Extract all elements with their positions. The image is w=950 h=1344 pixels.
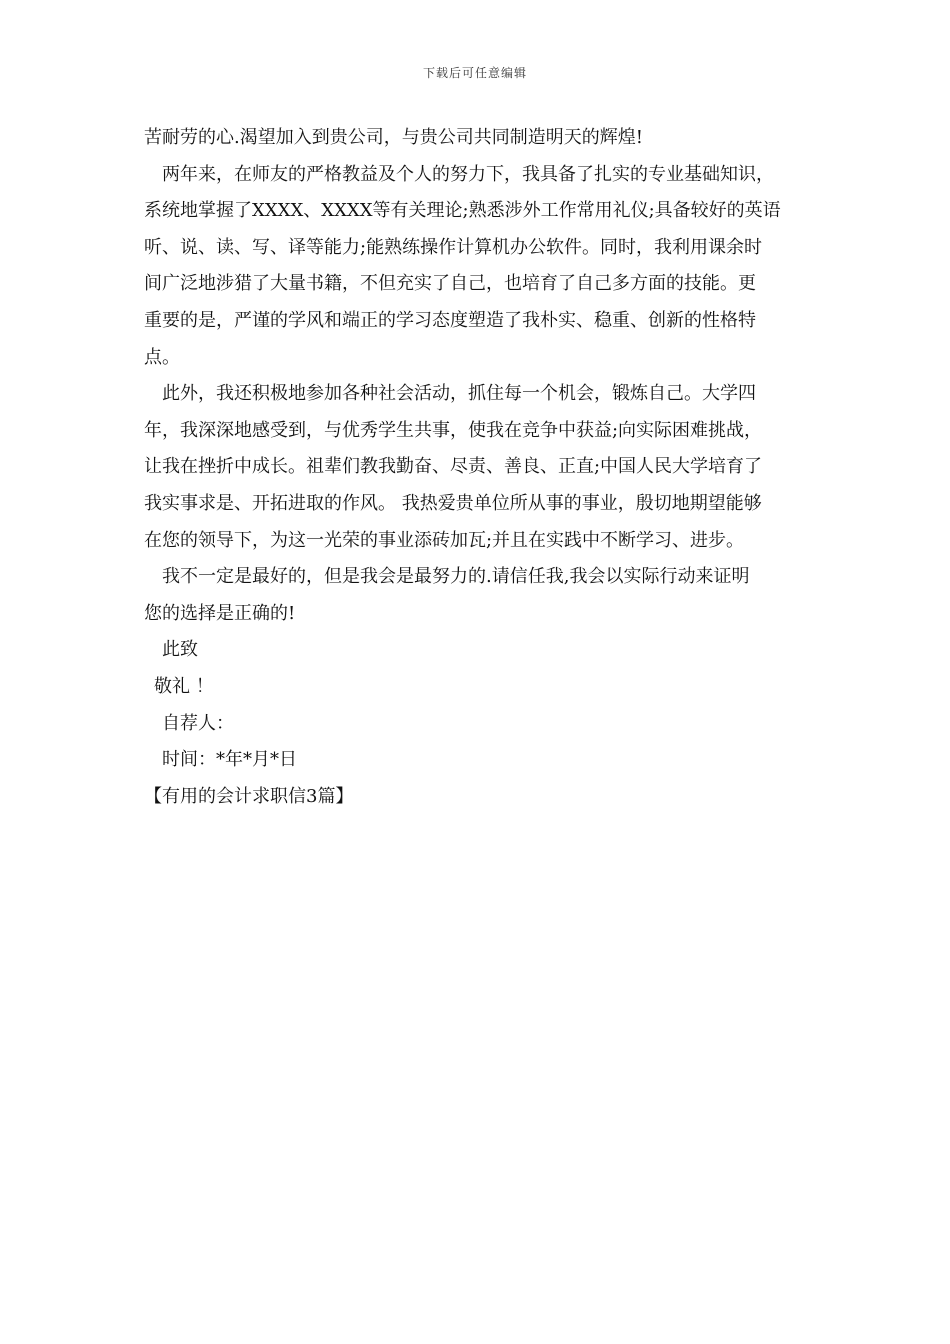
body-line: 您的选择是正确的! (144, 602, 296, 624)
body-line: 重要的是，严谨的学风和端正的学习态度塑造了我朴实、稳重、创新的性格特 (144, 309, 756, 331)
body-line: 让我在挫折中成长。祖辈们教我勤奋、尽责、善良、正直;中国人民大学培育了 (144, 456, 763, 478)
date-line: 时间：*年*月*日 (162, 749, 297, 771)
closing-regards: 敬礼 ！ (154, 675, 214, 697)
paragraph-start: 两年来，在师友的严格教益及个人的努力下，我具备了扎实的专业基础知识， (162, 163, 774, 185)
body-line: 点。 (144, 346, 180, 368)
page-header-note: 下载后可任意编辑 (422, 66, 527, 80)
signature-line: 自荐人： (162, 712, 234, 734)
document-body (144, 120, 824, 815)
paragraph-start: 我不一定是最好的，但是我会是最努力的.请信任我,我会以实际行动来证明 (162, 566, 750, 588)
body-line: 听、说、读、写、译等能力;能熟练操作计算机办公软件。同时，我利用课余时 (144, 236, 763, 258)
body-line: 在您的领导下，为这一光荣的事业添砖加瓦;并且在实践中不断学习、进步。 (144, 529, 745, 551)
closing-salutation: 此致 (162, 639, 198, 661)
related-title: 【有用的会计求职信3篇】 (144, 785, 354, 807)
body-line: 年，我深深地感受到，与优秀学生共事，使我在竞争中获益;向实际困难挑战， (144, 419, 763, 441)
body-line: 系统地掌握了XXXX、XXXX等有关理论;熟悉涉外工作常用礼仪;具备较好的英语 (144, 200, 781, 222)
body-line: 我实事求是、开拓进取的作风。 我热爱贵单位所从事的事业，殷切地期望能够 (144, 492, 762, 514)
body-line: 间广泛地涉猎了大量书籍，不但充实了自己，也培育了自己多方面的技能。更 (144, 273, 756, 295)
body-line: 苦耐劳的心.渴望加入到贵公司，与贵公司共同制造明天的辉煌! (144, 127, 643, 148)
paragraph-start: 此外，我还积极地参加各种社会活动，抓住每一个机会，锻炼自己。大学四 (162, 383, 756, 405)
